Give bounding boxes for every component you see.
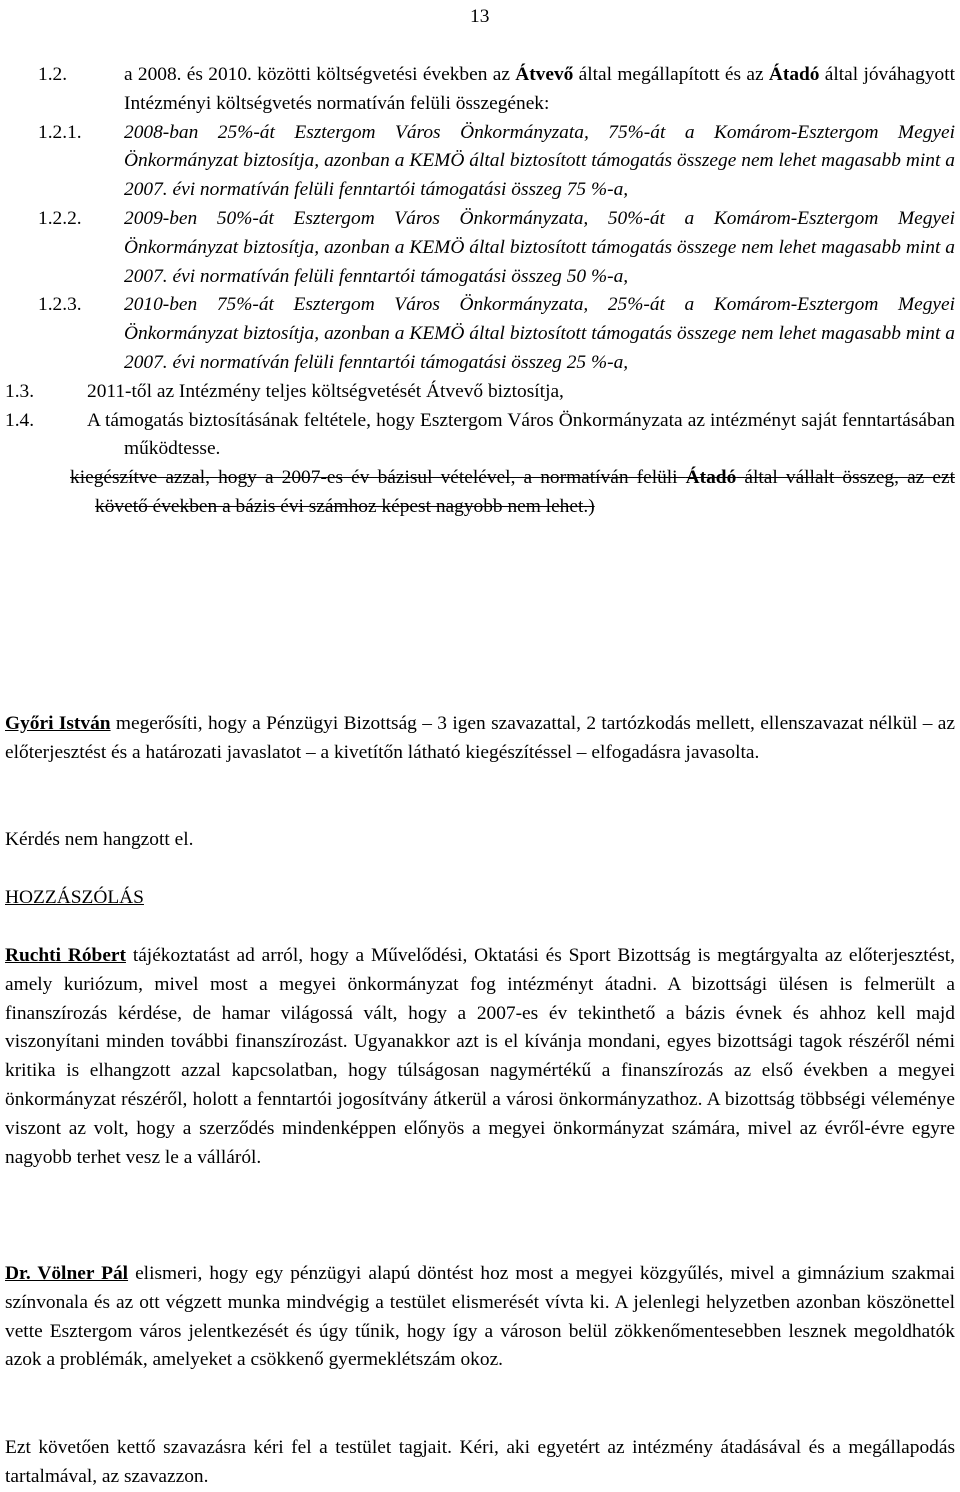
speaker-name: Dr. Völner Pál	[5, 1263, 129, 1284]
list-number: 1.2.2.	[38, 207, 82, 229]
list-number: 1.4.	[5, 409, 35, 431]
list-number: 1.2.	[38, 64, 68, 85]
paragraph-text: tájékoztatást ad arról, hogy a Művelődési, Oktatási és Sport Bizottság is megtárgyalta az előterjesztést, amely kuriózum, mivel most a megyei önkormányzat fog intézményt átadni. A bizottsági ülésen is felmerült a finanszírozás kérdése, de hamar világossá vált, hogy a 2007-es év tekinthető a bázis évnek és ahhoz kell majd viszonyítani minden további finanszírozást. Ugyanakkor azt is el kívánja mondani, egyes bizottsági tagok részéről némi kritika is elhangzott azzal kapcsolatban, hogy túlságosan nagymértékű a finanszírozás az első években a megyei önkormányzat részéről, holott a fenntartói jogosítvány átkerül a városi önkormányzathoz. A bizottság többségi véleménye viszont az volt, hogy a szerződés mindenképpen előnyös a megyei önkormányzat számára, mivel az évről-évre egyre nagyobb terhet vesz le a válláról.	[5, 945, 955, 1168]
list-text: 2010-ben 75%-át Esztergom Város Önkormányzata, 25%-át a Komárom-Esztergom Megyei Önkormányzat biztosítja, azonban a KEMÖ által biztosított támogatás összege nem lehet magasabb mint a 2007. évi normatíván felüli fenntartói támogatási összeg 25 %-a,	[124, 294, 955, 373]
list-item-1-3	[5, 378, 955, 407]
heading-text: HOZZÁSZÓLÁS	[5, 887, 144, 908]
list-text: 2008-ban 25%-át Esztergom Város Önkormányzata, 75%-át a Komárom-Esztergom Megyei Önkormányzat biztosítja, azonban a KEMÖ által biztosított támogatás összege nem lehet magasabb mint a 2007. évi normatíván felüli fenntartói támogatási összeg 75 %-a,	[124, 121, 955, 201]
term-atvevo: Átvevő	[515, 64, 574, 85]
paragraph-text: megerősíti, hogy a Pénzügyi Bizottság – 3 igen szavazattal, 2 tartózkodás mellett, ellenszavazat nélkül – az előterjesztést és a határozati javaslatot – a kivetítőn látható kiegészítéssel – elfogadásra javasolta.	[5, 713, 955, 763]
paragraph-final: Ezt követően kettő szavazásra kéri fel a testület tagjait. Kéri, aki egyetért az intézmény átadásával és a megállapodás tartalmával, az szavazzon.	[5, 1437, 955, 1487]
list-number: 1.2.1.	[38, 121, 82, 143]
speaker-name: Ruchti Róbert	[5, 945, 126, 966]
list-number: 1.3.	[5, 380, 35, 402]
term-atado: Átadó	[685, 467, 737, 489]
list-text: a 2008. és 2010. közötti költségvetési években az	[124, 64, 516, 85]
struck-amendment	[5, 464, 955, 522]
paragraph-volner	[5, 1260, 955, 1375]
list-item-1-4	[5, 407, 955, 465]
list-item-1-2-3	[5, 291, 955, 377]
list-item-1-2-2	[5, 205, 955, 291]
paragraph-kerdes: Kérdés nem hangzott el.	[5, 829, 194, 850]
list-item-1-2	[5, 61, 955, 119]
list-number: 1.2.3.	[38, 294, 82, 316]
paragraph-gyori	[5, 710, 955, 768]
struck-text: által vállalt összeg, az ezt követő években a bázis évi számhoz képest nagyobb nem lehet.)	[95, 467, 955, 517]
list-text: A támogatás biztosításának feltétele, hogy Esztergom Város Önkormányzata az intézményt saját fenntartásában működtesse.	[87, 409, 955, 460]
paragraph-ruchti	[5, 942, 955, 1172]
list-section	[5, 61, 955, 522]
list-text: 2009-ben 50%-át Esztergom Város Önkormányzata, 50%-át a Komárom-Esztergom Megyei Önkormányzat biztosítja, azonban a KEMÖ által biztosított támogatás összege nem lehet magasabb mint a 2007. évi normatíván felüli fenntartói támogatási összeg 50 %-a,	[124, 207, 955, 287]
speaker-name: Győri István	[5, 713, 111, 734]
section-heading	[5, 884, 955, 913]
list-text: 2011-től az Intézmény teljes költségvetését Átvevő biztosítja,	[87, 380, 564, 402]
list-item-1-2-1	[5, 119, 955, 205]
term-atado: Átadó	[768, 64, 820, 85]
page-number: 13	[470, 6, 490, 27]
list-text: által megállapított és az	[573, 64, 769, 85]
struck-text: kiegészítve azzal, hogy a 2007-es év bázisul vételével, a normatíván felüli	[70, 467, 686, 489]
paragraph-text: elismeri, hogy egy pénzügyi alapú döntést hoz most a megyei közgyűlés, mivel a gimnázium szakmai színvonala és az ott végzett munka mindvégig a testület elismerését vívta ki. A jelenlegi helyzetben azonban köszönettel vette Esztergom város jelentkezését és úgy tűnik, hogy így a városon belül zökkenőmentesebben lesznek megoldhatók azok a problémák, amelyeket a csökkenő gyermeklétszám okoz.	[5, 1263, 955, 1371]
list-text: által jóváhagyott Intézményi költségvetés normatíván felüli összegének:	[124, 64, 955, 114]
